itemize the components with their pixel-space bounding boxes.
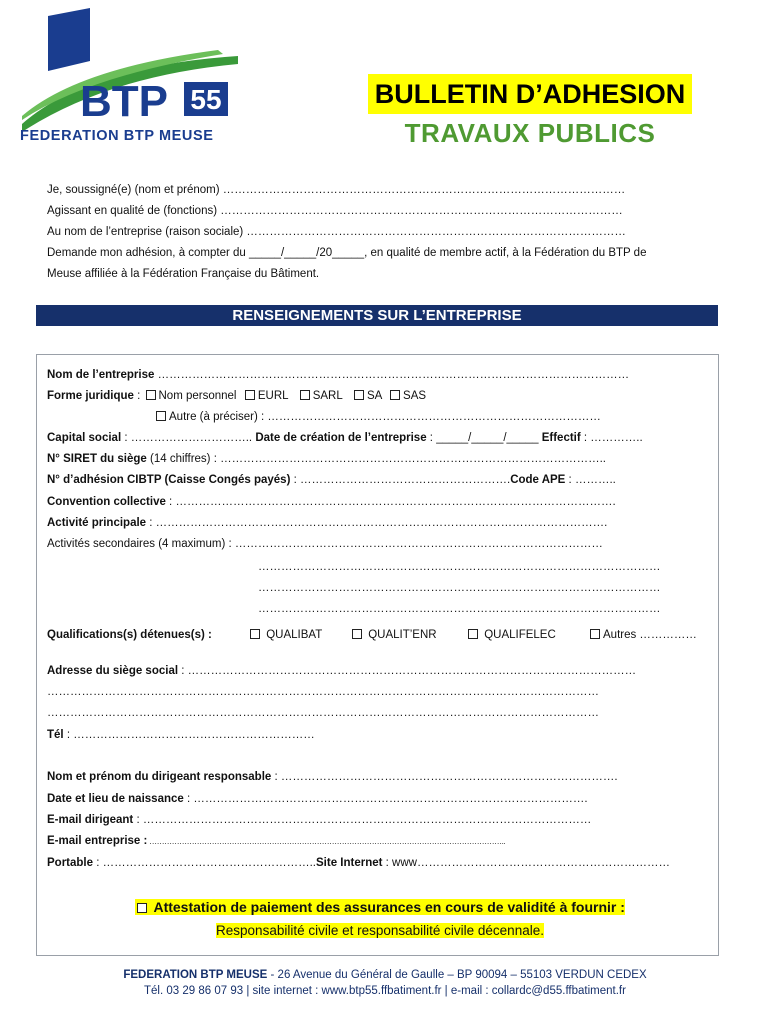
address-label: Adresse du siège social: [47, 665, 179, 677]
section-header: RENSEIGNEMENTS SUR L’ENTREPRISE: [36, 305, 718, 326]
secondary-activity-line-2[interactable]: ……………………………………………………………………………………………: [258, 561, 661, 573]
attestation-text: Attestation de paiement des assurances en cours de validité à fournir :: [153, 899, 625, 915]
logo-federation: FEDERATION BTP MEUSE: [20, 128, 214, 144]
manager-email-label: E-mail dirigeant: [47, 814, 134, 826]
qualif-qualifelec[interactable]: [466, 627, 556, 643]
checkbox-attestation[interactable]: [137, 903, 147, 913]
legal-form-sep: :: [133, 390, 144, 402]
main-activity-dots: : ……………………………………………………………………………………………………….: [146, 517, 608, 529]
effectif-label: Effectif: [541, 432, 581, 444]
secondary-activity-line-4[interactable]: ……………………………………………………………………………………………: [258, 603, 661, 615]
qualif-qualitenr[interactable]: [350, 627, 437, 643]
creation-date-dots: : _____/_____/_____: [426, 432, 542, 444]
creation-date-label: Date de création de l’entreprise: [255, 432, 427, 444]
option-eurl: EURL: [257, 390, 289, 402]
checkbox-qualifelec[interactable]: [468, 629, 478, 639]
company-email-dots: ……………………………………………………………………………………………………………………………..: [147, 837, 506, 846]
manager-name-field[interactable]: [47, 769, 618, 785]
option-sa: SA: [366, 390, 382, 402]
birth-label: Date et lieu de naissance: [47, 793, 184, 805]
manager-name-dots: : …………………………………………………………………………….: [271, 771, 618, 783]
siret-label: N° SIRET du siège: [47, 453, 147, 465]
footer: [0, 967, 770, 999]
footer-org: FEDERATION BTP MEUSE: [123, 969, 268, 981]
qualif-qualibat[interactable]: [248, 627, 322, 643]
qualibat-label: QUALIBAT: [266, 629, 323, 641]
checkbox-qualitenr[interactable]: [352, 629, 362, 639]
company-email-field[interactable]: [47, 833, 505, 850]
phone-field[interactable]: [47, 727, 315, 743]
option-nom-personnel: Nom personnel: [158, 390, 237, 402]
phone-dots: : ………………………………………………………: [63, 729, 315, 741]
intro-line-affiliation: Meuse affiliée à la Fédération Française du Bâtiment.: [47, 268, 320, 280]
checkbox-qualibat[interactable]: [250, 629, 260, 639]
main-activity-label: Activité principale: [47, 517, 147, 529]
attestation-detail-text: Responsabilité civile et responsabilité civile décennale.: [216, 923, 544, 938]
website-label: Site Internet: [316, 857, 383, 869]
address-field[interactable]: [47, 663, 636, 679]
autres-label: Autres ……………: [603, 629, 697, 641]
convention-field[interactable]: [47, 494, 616, 510]
qualifelec-label: QUALIFELEC: [484, 629, 556, 641]
address-line-3[interactable]: ………………………………………………………………………………………………………………………………: [47, 707, 599, 719]
qualitenr-label: QUALIT’ENR: [368, 629, 437, 641]
footer-address: - 26 Avenue du Général de Gaulle – BP 90094 – 55103 VERDUN CEDEX: [267, 969, 647, 981]
company-name-label: Nom de l’entreprise: [47, 369, 155, 381]
intro-line-request[interactable]: Demande mon adhésion, à compter du _____/_____/20_____, en qualité de membre actif, à la Fédération du BTP de: [47, 247, 647, 259]
birth-field[interactable]: [47, 791, 588, 807]
convention-dots: : …………………………………………………………………………………………………….: [165, 496, 616, 508]
company-name-dots: ……………………………………………………………………………………………………………: [154, 369, 630, 381]
secondary-activities-field[interactable]: [47, 536, 603, 552]
cibtp-dots: : ……………………………………………….: [290, 474, 511, 486]
address-dots: : ………………………………………………………………………………………………………: [178, 665, 637, 677]
option-autre[interactable]: Autre (à préciser) : ……………………………………………………………………………: [169, 411, 601, 423]
secondary-activities-label: Activités secondaires (4 maximum) : ……………………………………………………………………………………: [47, 538, 603, 550]
footer-contact: Tél. 03 29 86 07 93 | site internet : www.btp55.ffbatiment.fr | e-mail : collardc@d55.ffbatiment.fr: [144, 985, 626, 997]
option-sas: SAS: [403, 390, 427, 402]
attestation-block: [100, 899, 660, 938]
capital-dots: : …………………………..: [121, 432, 256, 444]
footer-address-line: [0, 967, 770, 983]
address-line-2[interactable]: ………………………………………………………………………………………………………………………………: [47, 686, 599, 698]
manager-email-dots: : ………………………………………………………………………………………………………: [133, 814, 592, 826]
checkbox-autres[interactable]: [590, 629, 600, 639]
siret-dots: (14 chiffres) : ………………………………………………………………………………………..: [146, 453, 606, 465]
company-email-label: E-mail entreprise :: [47, 835, 148, 847]
qualifications-row: [47, 627, 212, 643]
main-activity-field[interactable]: [47, 515, 607, 531]
manager-email-field[interactable]: [47, 812, 591, 828]
intro-line-function[interactable]: Agissant en qualité de (fonctions) ……………………………………………………………………………………………: [47, 205, 623, 217]
qualifications-label: Qualifications(s) détenues(s) :: [47, 629, 212, 641]
mobile-label: Portable: [47, 857, 94, 869]
checkbox-sas[interactable]: [390, 390, 400, 400]
checkbox-sa[interactable]: [354, 390, 364, 400]
attestation-detail: [100, 923, 660, 938]
convention-label: Convention collective: [47, 496, 166, 508]
intro-line-company[interactable]: Au nom de l’entreprise (raison sociale) ………………………………………………………………………………………: [47, 226, 626, 238]
secondary-activity-line-3[interactable]: ……………………………………………………………………………………………: [258, 582, 661, 594]
checkbox-autre[interactable]: [156, 411, 166, 421]
checkbox-nom-personnel[interactable]: [146, 390, 156, 400]
manager-name-label: Nom et prénom du dirigeant responsable: [47, 771, 272, 783]
logo-brand: BTP: [80, 77, 168, 126]
legal-form-field: [47, 388, 426, 404]
cibtp-row[interactable]: [47, 472, 616, 488]
siret-field[interactable]: [47, 451, 606, 467]
option-sarl: SARL: [312, 390, 343, 402]
form-subtitle: TRAVAUX PUBLICS: [404, 118, 656, 148]
qualif-autres[interactable]: [588, 627, 697, 643]
phone-label: Tél: [47, 729, 64, 741]
checkbox-sarl[interactable]: [300, 390, 310, 400]
capital-label: Capital social: [47, 432, 122, 444]
checkbox-eurl[interactable]: [245, 390, 255, 400]
cibtp-label: N° d’adhésion CIBTP (Caisse Congés payés): [47, 474, 291, 486]
form-title: BULLETIN D’ADHESION: [368, 74, 692, 114]
legal-form-other: [154, 409, 601, 425]
birth-dots: : ………………………………………………………………………………………….: [183, 793, 588, 805]
attestation-line: [100, 899, 660, 915]
intro-line-name[interactable]: Je, soussigné(e) (nom et prénom) ……………………………………………………………………………………………: [47, 184, 626, 196]
company-name-field[interactable]: [47, 367, 629, 383]
mobile-dots: : ………………………………………………..: [93, 857, 316, 869]
ape-dots: : ………..: [565, 474, 616, 486]
effectif-dots: : …………..: [580, 432, 643, 444]
logo-number: 55: [190, 84, 222, 115]
btp55-logo: [18, 6, 240, 146]
mobile-row[interactable]: [47, 855, 670, 871]
legal-form-label: Forme juridique: [47, 390, 134, 402]
website-dots: : www…………………………………………………………: [382, 857, 670, 869]
capital-row[interactable]: [47, 430, 643, 446]
ape-label: Code APE: [510, 474, 566, 486]
